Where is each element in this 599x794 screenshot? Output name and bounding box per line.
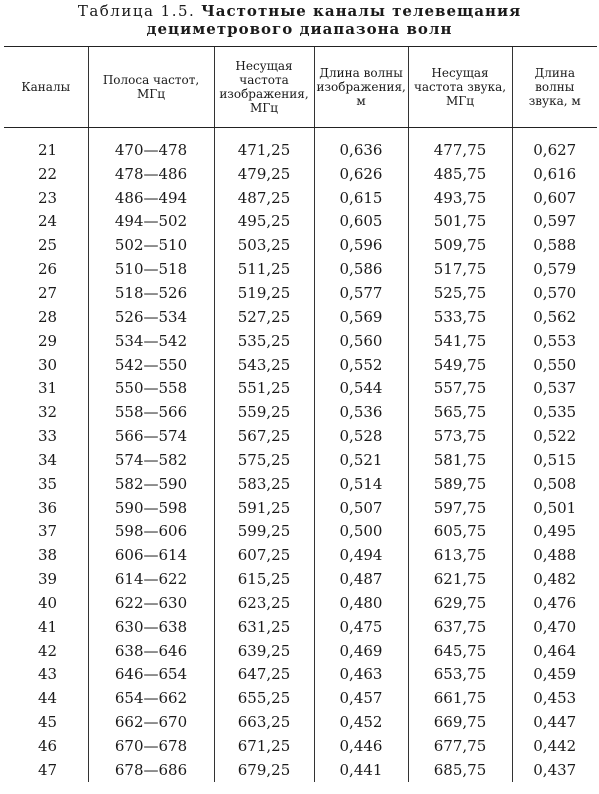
image-wavelength-cell: 0,463 [314,663,408,687]
channel-cell: 38 [38,546,58,565]
channel-cell: 21 [38,140,58,159]
table-row [4,257,597,281]
channel-cell: 27 [38,283,58,302]
sound-wavelength-cell: 0,459 [512,663,597,687]
table-number-label: Таблица 1.5. [77,2,196,20]
sound-carrier-cell: 533,75 [408,305,512,329]
sound-carrier-cell: 581,75 [408,448,512,472]
image-wavelength-cell: 0,586 [314,257,408,281]
sound-carrier-cell: 541,75 [408,329,512,353]
band-cell: 542—550 [88,353,214,377]
header-sound-wavelength: Длина волны звука, м [512,47,597,128]
table-row [4,663,597,687]
image-carrier-cell: 655,25 [214,686,314,710]
band-cell: 502—510 [88,233,214,257]
image-carrier-cell: 599,25 [214,520,314,544]
image-wavelength-cell: 0,494 [314,543,408,567]
band-cell: 638—646 [88,639,214,663]
channel-cell: 44 [38,689,58,708]
channel-cell: 25 [38,236,58,255]
channel-cell: 35 [38,474,58,493]
table-row [4,543,597,567]
image-carrier-cell: 495,25 [214,210,314,234]
sound-wavelength-cell: 0,627 [512,128,597,162]
image-carrier-cell: 647,25 [214,663,314,687]
sound-carrier-cell: 525,75 [408,281,512,305]
table-row [4,186,597,210]
image-carrier-cell: 567,25 [214,424,314,448]
image-wavelength-cell: 0,521 [314,448,408,472]
sound-wavelength-cell: 0,453 [512,686,597,710]
sound-carrier-cell: 565,75 [408,400,512,424]
channel-cell: 43 [38,665,58,684]
image-wavelength-cell: 0,569 [314,305,408,329]
image-carrier-cell: 511,25 [214,257,314,281]
band-cell: 606—614 [88,543,214,567]
channel-cell: 37 [38,522,58,541]
band-cell: 646—654 [88,663,214,687]
image-wavelength-cell: 0,507 [314,496,408,520]
image-carrier-cell: 607,25 [214,543,314,567]
table-row [4,162,597,186]
sound-wavelength-cell: 0,447 [512,710,597,734]
image-carrier-cell: 535,25 [214,329,314,353]
band-cell: 582—590 [88,472,214,496]
sound-wavelength-cell: 0,501 [512,496,597,520]
table-row [4,210,597,234]
sound-wavelength-cell: 0,488 [512,543,597,567]
sound-carrier-cell: 613,75 [408,543,512,567]
band-cell: 614—622 [88,567,214,591]
band-cell: 630—638 [88,615,214,639]
image-carrier-cell: 503,25 [214,233,314,257]
image-wavelength-cell: 0,514 [314,472,408,496]
sound-wavelength-cell: 0,550 [512,353,597,377]
band-cell: 478—486 [88,162,214,186]
sound-wavelength-cell: 0,562 [512,305,597,329]
sound-wavelength-cell: 0,579 [512,257,597,281]
image-carrier-cell: 591,25 [214,496,314,520]
image-wavelength-cell: 0,500 [314,520,408,544]
image-carrier-cell: 519,25 [214,281,314,305]
sound-carrier-cell: 653,75 [408,663,512,687]
image-wavelength-cell: 0,596 [314,233,408,257]
sound-carrier-cell: 661,75 [408,686,512,710]
sound-carrier-cell: 637,75 [408,615,512,639]
image-carrier-cell: 631,25 [214,615,314,639]
sound-carrier-cell: 477,75 [408,128,512,162]
table-row [4,567,597,591]
sound-wavelength-cell: 0,464 [512,639,597,663]
channel-cell: 41 [38,617,58,636]
sound-wavelength-cell: 0,607 [512,186,597,210]
table-row [4,305,597,329]
image-carrier-cell: 639,25 [214,639,314,663]
band-cell: 486—494 [88,186,214,210]
channel-cell: 24 [38,212,58,231]
channel-cell: 32 [38,403,58,422]
sound-wavelength-cell: 0,482 [512,567,597,591]
band-cell: 654—662 [88,686,214,710]
image-wavelength-cell: 0,544 [314,376,408,400]
sound-carrier-cell: 485,75 [408,162,512,186]
header-image-carrier: Несущая частота изображения, МГц [214,47,314,128]
channel-cell: 33 [38,427,58,446]
sound-wavelength-cell: 0,537 [512,376,597,400]
band-cell: 526—534 [88,305,214,329]
image-wavelength-cell: 0,577 [314,281,408,305]
image-carrier-cell: 543,25 [214,353,314,377]
sound-wavelength-cell: 0,535 [512,400,597,424]
image-wavelength-cell: 0,552 [314,353,408,377]
image-wavelength-cell: 0,615 [314,186,408,210]
sound-carrier-cell: 501,75 [408,210,512,234]
table-row [4,734,597,758]
sound-carrier-cell: 605,75 [408,520,512,544]
channel-cell: 40 [38,593,58,612]
sound-wavelength-cell: 0,508 [512,472,597,496]
channel-cell: 29 [38,331,58,350]
image-wavelength-cell: 0,626 [314,162,408,186]
band-cell: 678—686 [88,758,214,782]
band-cell: 534—542 [88,329,214,353]
sound-carrier-cell: 629,75 [408,591,512,615]
image-carrier-cell: 583,25 [214,472,314,496]
table-row [4,233,597,257]
sound-carrier-cell: 597,75 [408,496,512,520]
sound-wavelength-cell: 0,437 [512,758,597,782]
table-row [4,639,597,663]
band-cell: 574—582 [88,448,214,472]
channel-cell: 22 [38,164,58,183]
image-wavelength-cell: 0,469 [314,639,408,663]
channel-cell: 28 [38,307,58,326]
sound-carrier-cell: 493,75 [408,186,512,210]
image-carrier-cell: 575,25 [214,448,314,472]
table-caption [0,2,599,21]
sound-carrier-cell: 645,75 [408,639,512,663]
sound-carrier-cell: 685,75 [408,758,512,782]
band-cell: 558—566 [88,400,214,424]
image-carrier-cell: 623,25 [214,591,314,615]
table-title-line2: дециметрового диапазона волн [146,20,453,38]
channel-cell: 45 [38,713,58,732]
sound-wavelength-cell: 0,470 [512,615,597,639]
table-title-line1: Частотные каналы телевещания [201,2,522,20]
table-row [4,615,597,639]
channel-cell: 42 [38,641,58,660]
header-frequency-band: Полоса частот, МГц [88,47,214,128]
sound-wavelength-cell: 0,570 [512,281,597,305]
table-row [4,376,597,400]
image-wavelength-cell: 0,441 [314,758,408,782]
band-cell: 590—598 [88,496,214,520]
band-cell: 494—502 [88,210,214,234]
image-wavelength-cell: 0,528 [314,424,408,448]
channel-cell: 34 [38,450,58,469]
sound-wavelength-cell: 0,442 [512,734,597,758]
frequency-channels-table [4,46,597,782]
image-carrier-cell: 487,25 [214,186,314,210]
channel-cell: 30 [38,355,58,374]
image-wavelength-cell: 0,452 [314,710,408,734]
image-carrier-cell: 615,25 [214,567,314,591]
band-cell: 566—574 [88,424,214,448]
table-row [4,128,597,162]
table-row [4,496,597,520]
channel-cell: 46 [38,737,58,756]
band-cell: 662—670 [88,710,214,734]
table-row [4,591,597,615]
sound-carrier-cell: 517,75 [408,257,512,281]
header-image-wavelength: Длина волны изображения, м [314,47,408,128]
table-row [4,686,597,710]
sound-carrier-cell: 621,75 [408,567,512,591]
image-wavelength-cell: 0,475 [314,615,408,639]
image-wavelength-cell: 0,636 [314,128,408,162]
table-row [4,281,597,305]
sound-carrier-cell: 509,75 [408,233,512,257]
image-carrier-cell: 551,25 [214,376,314,400]
channel-cell: 47 [38,760,58,779]
channel-cell: 23 [38,188,58,207]
sound-carrier-cell: 549,75 [408,353,512,377]
table-row [4,472,597,496]
table-row [4,329,597,353]
image-carrier-cell: 663,25 [214,710,314,734]
sound-carrier-cell: 677,75 [408,734,512,758]
image-wavelength-cell: 0,457 [314,686,408,710]
header-sound-carrier: Несущая частота звука, МГц [408,47,512,128]
sound-carrier-cell: 669,75 [408,710,512,734]
sound-carrier-cell: 557,75 [408,376,512,400]
sound-wavelength-cell: 0,616 [512,162,597,186]
band-cell: 670—678 [88,734,214,758]
image-wavelength-cell: 0,605 [314,210,408,234]
sound-wavelength-cell: 0,515 [512,448,597,472]
table-row [4,424,597,448]
sound-carrier-cell: 573,75 [408,424,512,448]
table-row [4,448,597,472]
channel-cell: 36 [38,498,58,517]
table-row [4,353,597,377]
band-cell: 598—606 [88,520,214,544]
sound-wavelength-cell: 0,597 [512,210,597,234]
band-cell: 622—630 [88,591,214,615]
band-cell: 470—478 [88,128,214,162]
image-carrier-cell: 679,25 [214,758,314,782]
image-wavelength-cell: 0,446 [314,734,408,758]
header-channels: Каналы [4,47,88,128]
sound-wavelength-cell: 0,476 [512,591,597,615]
image-carrier-cell: 527,25 [214,305,314,329]
sound-wavelength-cell: 0,522 [512,424,597,448]
sound-wavelength-cell: 0,553 [512,329,597,353]
channel-cell: 26 [38,260,58,279]
table-row [4,758,597,782]
channel-cell: 39 [38,570,58,589]
sound-carrier-cell: 589,75 [408,472,512,496]
image-carrier-cell: 479,25 [214,162,314,186]
band-cell: 518—526 [88,281,214,305]
image-wavelength-cell: 0,487 [314,567,408,591]
image-carrier-cell: 471,25 [214,128,314,162]
channel-cell: 31 [38,379,58,398]
table-row [4,520,597,544]
image-carrier-cell: 559,25 [214,400,314,424]
image-wavelength-cell: 0,536 [314,400,408,424]
table-row [4,710,597,734]
sound-wavelength-cell: 0,588 [512,233,597,257]
table-header-row [4,47,597,128]
image-wavelength-cell: 0,480 [314,591,408,615]
table-body [4,128,597,782]
table-row [4,400,597,424]
band-cell: 550—558 [88,376,214,400]
image-carrier-cell: 671,25 [214,734,314,758]
sound-wavelength-cell: 0,495 [512,520,597,544]
image-wavelength-cell: 0,560 [314,329,408,353]
band-cell: 510—518 [88,257,214,281]
